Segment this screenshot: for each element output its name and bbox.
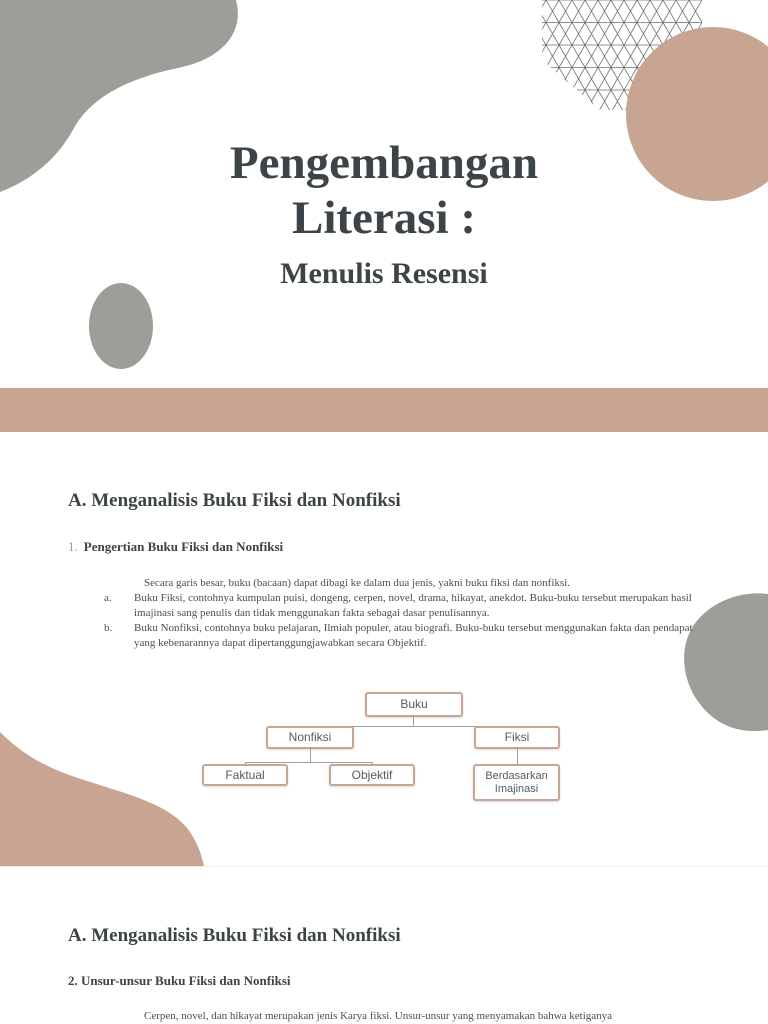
title-slide <box>0 0 768 388</box>
diagram-node-faktual: Faktual <box>202 764 288 786</box>
connector-horizontal-left <box>245 762 372 763</box>
list-item-text: Buku Nonfiksi, contohnya buku pelajaran, Ilmiah populer, atau biografi. Buku-buku tersebut menggunakan fakta dan pendapat yang kebenarannya dapat dipertanggungjawabkan secara Objektif. <box>134 622 693 649</box>
content-slide-1 <box>0 432 768 866</box>
list-item <box>104 591 704 621</box>
oval-gray-left <box>89 283 153 369</box>
diagram-node-berdasarkan-imajinasi: Berdasarkan Imajinasi <box>473 764 560 801</box>
section-heading: A. Menganalisis Buku Fiksi dan Nonfiksi <box>68 925 401 946</box>
diagram-node-fiksi: Fiksi <box>474 726 560 749</box>
title-line-1: Pengembangan <box>229 137 539 189</box>
definition-paragraph <box>104 576 704 651</box>
diagram-node-objektif: Objektif <box>329 764 415 786</box>
diagram-node-nonfiksi: Nonfiksi <box>266 726 354 749</box>
sub-heading <box>68 539 283 555</box>
subtitle: Menulis Resensi <box>280 257 488 290</box>
connector-nonfiksi-down <box>310 748 311 762</box>
section-heading: A. Menganalisis Buku Fiksi dan Nonfiksi <box>68 490 401 511</box>
title-line-2: Literasi : <box>291 192 477 244</box>
divider-band <box>0 388 768 432</box>
list-item-label: b. <box>104 622 113 634</box>
content-slide-2 <box>0 866 768 1024</box>
list-item-label: a. <box>104 592 112 604</box>
connector-root-down <box>413 716 414 726</box>
list-item-text: Buku Fiksi, contohnya kumpulan puisi, dongeng, cerpen, novel, drama, hikayat, anekdot. Buku-buku tersebut merupakan hasil imajinasi sang penulis dan tidak menggunakan fakta sebagai dasar penulisannya. <box>134 592 692 619</box>
list-item <box>104 621 704 651</box>
connector-fiksi-down <box>517 748 518 764</box>
sub-heading-number: 1. <box>68 539 78 554</box>
intro-text: Cerpen, novel, dan hikayat merupakan jenis Karya fiksi. Unsur-unsur yang menyamakan bahwa ketiganya <box>144 1010 613 1022</box>
sub-heading: 2. Unsur-unsur Buku Fiksi dan Nonfiksi <box>68 973 291 988</box>
diagram-node-buku: Buku <box>365 692 463 717</box>
intro-text: Secara garis besar, buku (bacaan) dapat dibagi ke dalam dua jenis, yakni buku fiksi dan nonfiksi. <box>144 577 570 589</box>
title-block <box>0 136 768 294</box>
sub-heading-text: Pengertian Buku Fiksi dan Nonfiksi <box>83 539 284 554</box>
blob-tan-bottom-left <box>0 732 204 866</box>
